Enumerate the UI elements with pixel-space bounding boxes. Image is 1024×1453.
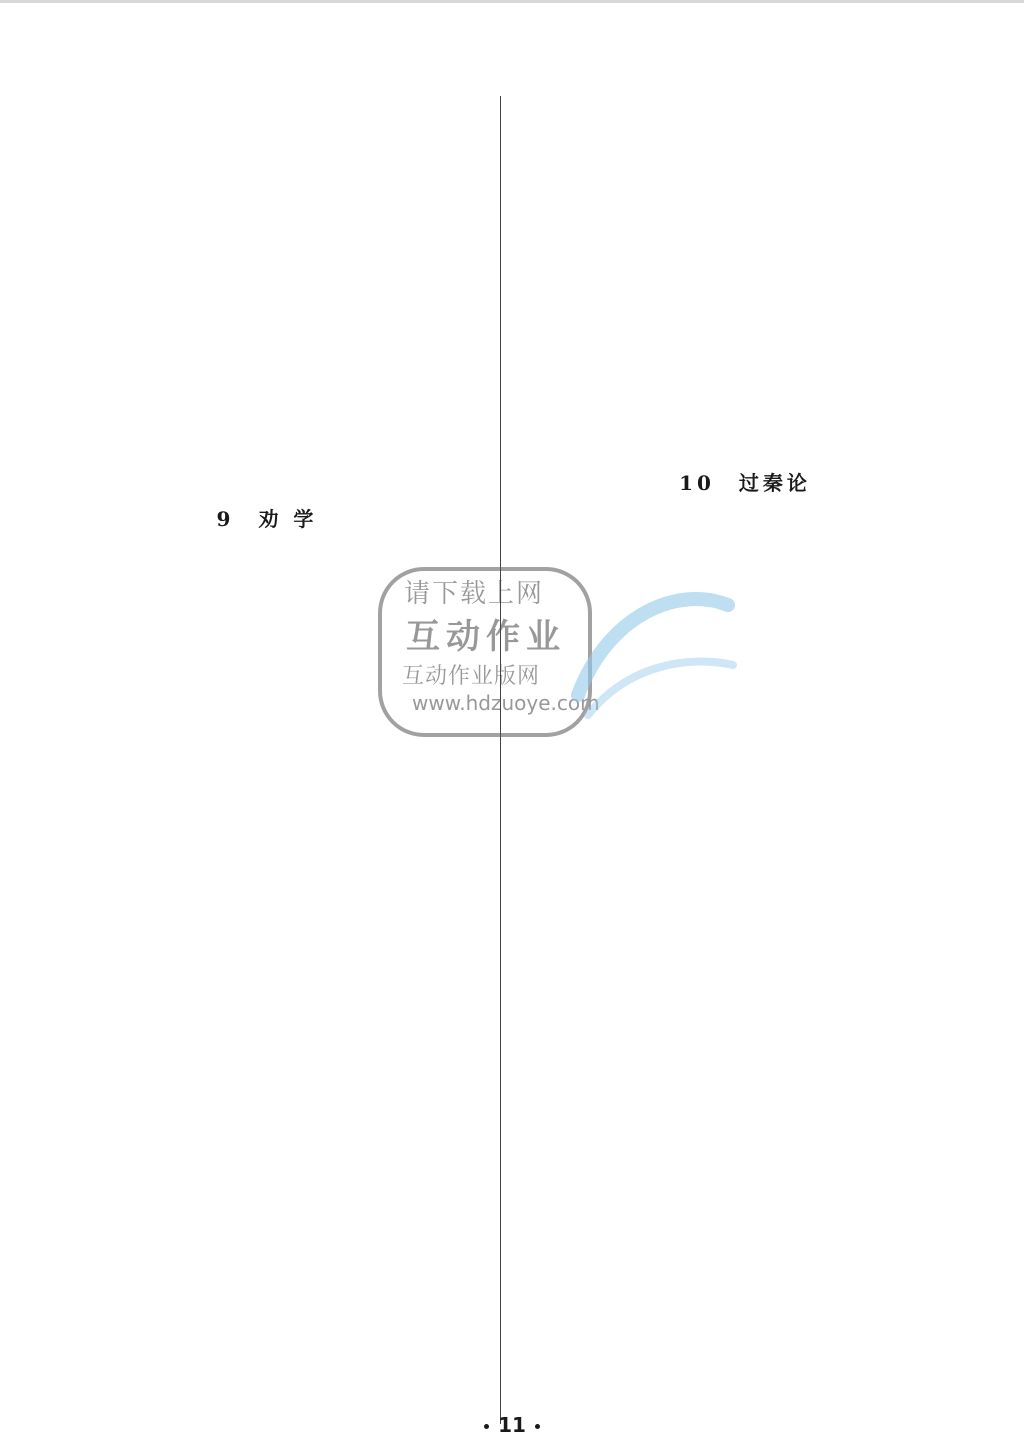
watermark-swoosh-icon — [568, 575, 738, 725]
watermark-url: www.hdzuoye.com — [412, 691, 600, 715]
watermark-line-1: 请下载上网 — [404, 579, 545, 609]
watermark-line-3: 互动作业版网 — [402, 664, 541, 689]
section-heading-guoqinlun: 10 过秦论 — [679, 471, 811, 495]
section-heading-quanxue: 9 劝 学 — [216, 507, 318, 531]
watermark-stamp — [378, 567, 724, 737]
watermark-line-2: 互动作业 — [406, 617, 566, 657]
column-divider — [500, 96, 501, 1424]
page-number: 11 — [0, 1413, 1024, 1437]
top-edge — [0, 0, 1024, 3]
watermark-frame — [378, 567, 592, 737]
